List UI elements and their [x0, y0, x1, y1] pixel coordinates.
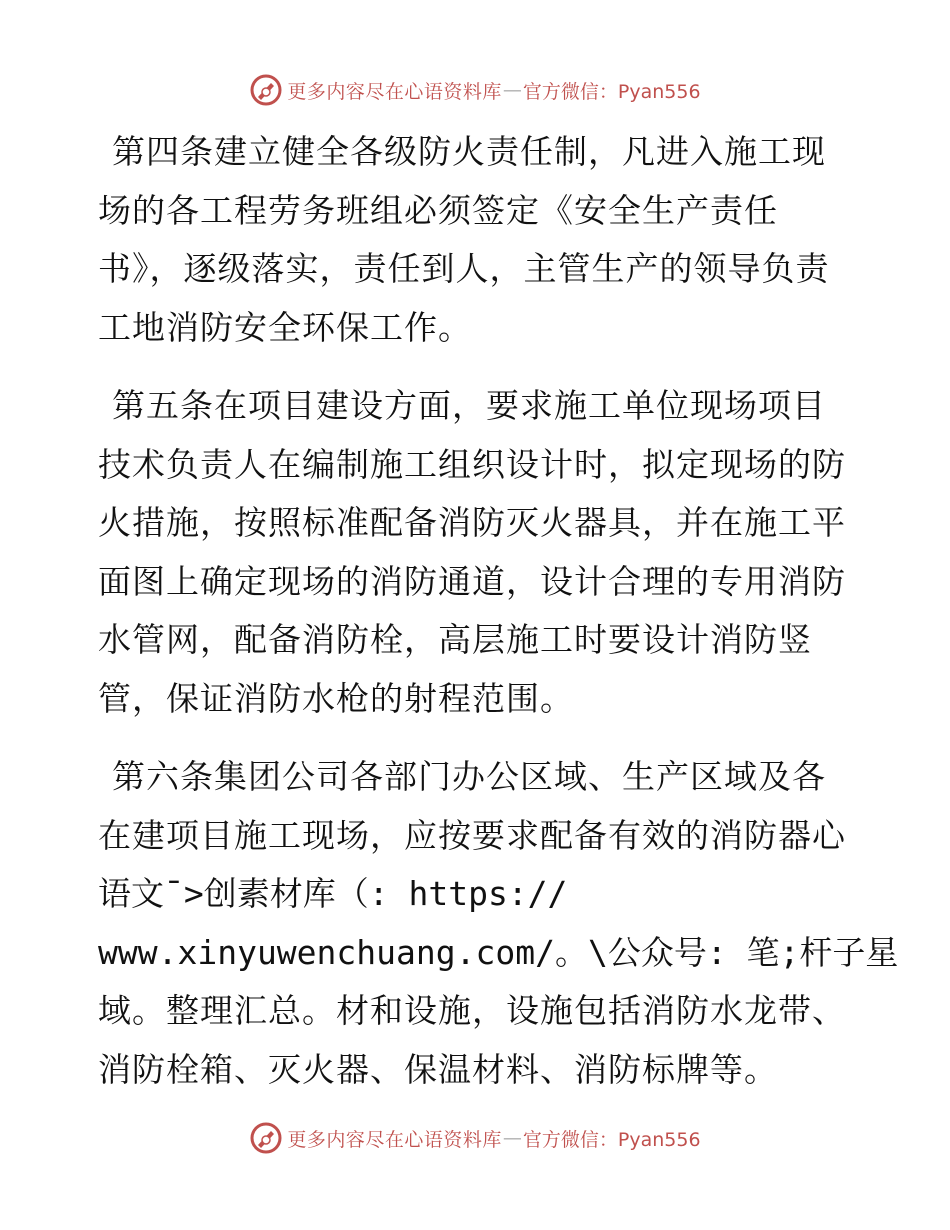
red-circle-pen-logo-icon — [249, 1121, 283, 1155]
header-banner — [0, 70, 950, 110]
text-line: 火措施，按照标准配备消防灭火器具，并在施工平 — [98, 503, 846, 542]
header-banner-separator: — — [502, 79, 522, 101]
paragraph-article-5 — [98, 377, 858, 728]
text-line: 场的各工程劳务班组必须签定《安全生产责任 — [98, 190, 778, 230]
header-banner-wechat: 官方微信：Pyan556 — [522, 80, 701, 103]
text-line: 水管网，配备消防栓，高层施工时要设计消防竖 — [98, 620, 812, 659]
text-line-url: 语文¯>创素材库（: https:// — [98, 874, 568, 913]
text-line: 技术负责人在编制施工组织设计时，拟定现场的防 — [98, 444, 846, 484]
header-banner-text: 更多内容尽在心语资料库 — [287, 80, 502, 103]
text-line-url: www.xinyuwenchuang.com/。\公众号: 笔;杆子星 — [98, 932, 899, 972]
footer-banner — [0, 1118, 950, 1158]
paragraph-article-6 — [98, 748, 899, 1099]
footer-banner-text: 更多内容尽在心语资料库 — [287, 1128, 502, 1151]
text-line: 第四条建立健全各级防火责任制，凡进入施工现 — [112, 132, 826, 171]
text-line: 在建项目施工现场，应按要求配备有效的消防器心 — [98, 815, 846, 855]
paragraph-article-4 — [98, 123, 858, 357]
text-line: 管，保证消防水枪的射程范围。 — [98, 678, 574, 718]
red-circle-pen-logo-icon — [249, 73, 283, 107]
text-line: 第六条集团公司各部门办公区域、生产区域及各 — [112, 757, 826, 796]
text-line: 书》，逐级落实，责任到人，主管生产的领导负责 — [98, 249, 830, 288]
text-line: 消防栓箱、灭火器、保温材料、消防标牌等。 — [98, 1049, 778, 1089]
text-line: 第五条在项目建设方面，要求施工单位现场项目 — [112, 386, 826, 425]
text-line: 域。整理汇总。材和设施，设施包括消防水龙带、 — [98, 991, 846, 1030]
document-body — [98, 123, 899, 1119]
text-line: 工地消防安全环保工作。 — [98, 307, 472, 347]
footer-banner-wechat: 官方微信：Pyan556 — [522, 1128, 701, 1151]
text-line: 面图上确定现场的消防通道，设计合理的专用消防 — [98, 561, 846, 601]
footer-banner-separator: — — [502, 1127, 522, 1149]
